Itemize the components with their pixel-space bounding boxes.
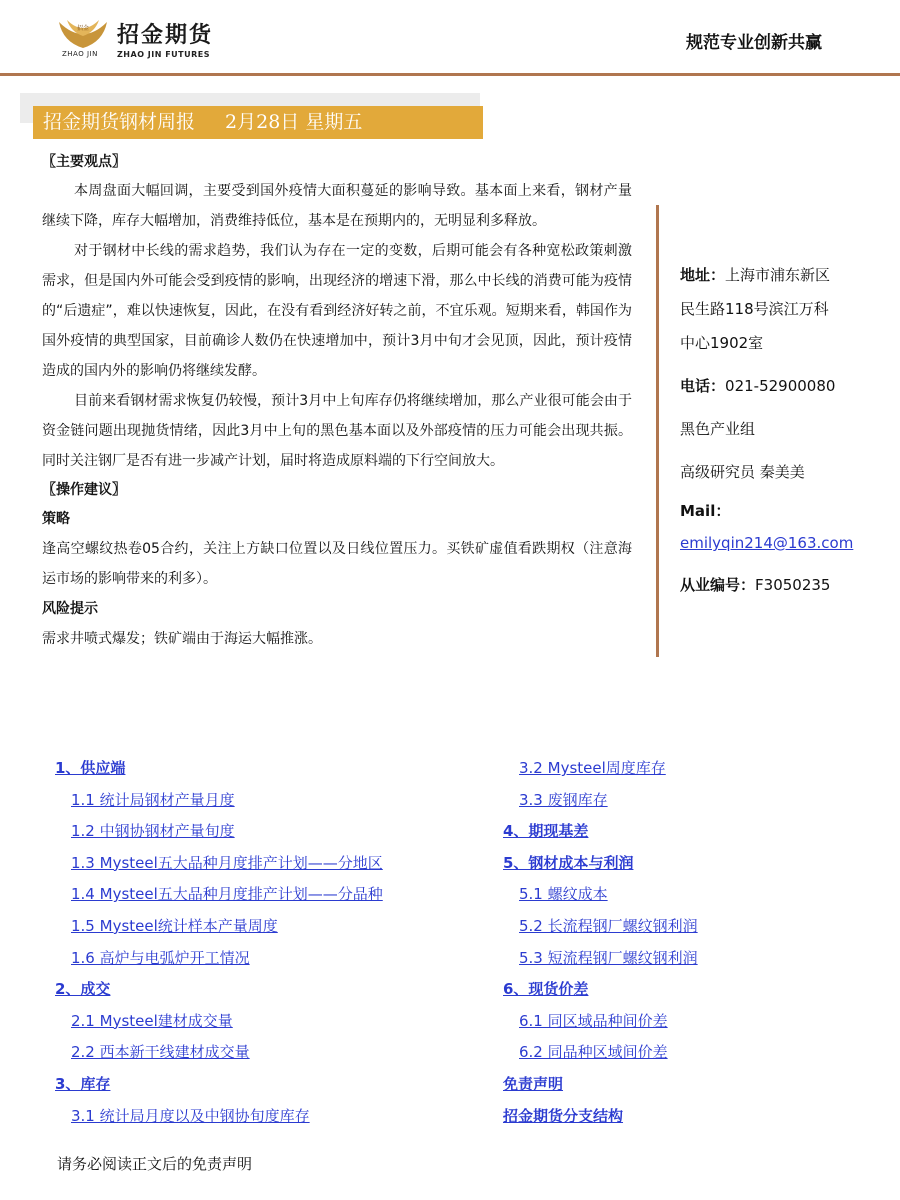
research-group: 黑色产业组 xyxy=(680,420,756,438)
gold-ingot-logo-icon xyxy=(57,16,109,50)
license-colon: ： xyxy=(740,576,756,594)
risk-text: 需求井喷式爆发；铁矿端由于海运大幅推涨。 xyxy=(42,631,322,647)
logo-pinyin-short: ZHAO JIN xyxy=(62,50,98,58)
toc-link-cost-profit[interactable]: 5、钢材成本与利润 xyxy=(503,853,634,872)
disclaimer-notice: 请务必阅读正文后的免责声明 xyxy=(57,1155,253,1173)
toc-link-1-6[interactable]: 1.6 高炉与电弧炉开工情况 xyxy=(71,948,250,967)
key-points-heading: 〖主要观点〗 xyxy=(42,154,126,170)
toc-link-5-3[interactable]: 5.3 短流程钢厂螺纹钢利润 xyxy=(519,948,698,967)
toc-link-1-3[interactable]: 1.3 Mysteel五大品种月度排产计划——分地区 xyxy=(71,853,383,872)
toc-link-6-1[interactable]: 6.1 同区域品种间价差 xyxy=(519,1011,668,1030)
company-slogan: 规范专业创新共赢 xyxy=(686,33,822,53)
license-number: F3050235 xyxy=(755,576,831,594)
toc-link-3-3[interactable]: 3.3 废钢库存 xyxy=(519,790,608,809)
main-commentary xyxy=(42,148,632,654)
key-points-paragraph-3: 目前来看钢材需求恢复仍较慢，预计3月中上旬库存仍将继续增加，那么产业很可能会由于资金链问题出现抛货情绪，因此3月中上旬的黑色基本面以及外部疫情的压力可能会出现共振。同时关注钢厂是否有进一步减产计划，届时将造成原料端的下行空间放大。 xyxy=(42,393,632,469)
toc-link-1-2[interactable]: 1.2 中钢协钢材产量旬度 xyxy=(71,822,235,841)
phone-colon: ： xyxy=(710,377,726,395)
strategy-text: 逢高空螺纹热卷05合约，关注上方缺口位置以及日线位置压力。买铁矿虚值看跌期权（注意海运市场的影响带来的利多）。 xyxy=(42,541,632,587)
toc-left-column xyxy=(55,753,475,1132)
toc-link-1-5[interactable]: 1.5 Mysteel统计样本产量周度 xyxy=(71,916,278,935)
key-points-paragraph-2: 对于钢材中长线的需求趋势，我们认为存在一定的变数，后期可能会有各种宽松政策刺激需求，但是国内外可能会受到疫情的影响，出现经济的增速下滑，那么中长线的消费可能为疫情的“后遗症”，难以快速恢复，因此，在没有看到经济好转之前，不宜乐观。短期来看，韩国作为国外疫情的典型国家，目前确诊人数仍在快速增加中，预计3月中旬才会见顶，因此，预计疫情造成的国内外的影响仍将继续发酵。 xyxy=(42,243,632,379)
toc-link-inventory[interactable]: 3、库存 xyxy=(55,1074,111,1093)
company-logo xyxy=(55,14,255,62)
report-title-banner xyxy=(33,106,483,139)
contact-panel xyxy=(680,258,885,602)
toc-link-supply[interactable]: 1、供应端 xyxy=(55,759,126,777)
toc-link-3-2[interactable]: 3.2 Mysteel周度库存 xyxy=(519,759,666,777)
toc-link-2-2[interactable]: 2.2 西本新干线建材成交量 xyxy=(71,1043,250,1062)
toc-link-basis[interactable]: 4、期现基差 xyxy=(503,822,589,841)
toc-link-branches[interactable]: 招金期货分支结构 xyxy=(503,1106,624,1125)
toc-link-5-2[interactable]: 5.2 长流程钢厂螺纹钢利润 xyxy=(519,916,698,935)
address-line-2: 民生路118号滨江万科 xyxy=(680,300,829,318)
strategy-heading: 策略 xyxy=(42,511,70,527)
phone-row xyxy=(680,369,885,403)
report-title: 招金期货钢材周报 xyxy=(43,111,196,133)
toc-link-6-2[interactable]: 6.2 同品种区域间价差 xyxy=(519,1043,668,1062)
address-label: 地址 xyxy=(680,266,711,284)
toc-link-1-1[interactable]: 1.1 统计局钢材产量月度 xyxy=(71,790,235,809)
sidebar-divider xyxy=(656,205,659,657)
address-colon: ： xyxy=(710,266,726,284)
report-date: 2月28日 星期五 xyxy=(225,111,363,133)
mail-label: Mail xyxy=(680,502,716,520)
toc-link-disclaimer[interactable]: 免责声明 xyxy=(503,1074,564,1093)
toc-right-column xyxy=(503,753,893,1132)
toc-link-2-1[interactable]: 2.1 Mysteel建材成交量 xyxy=(71,1011,233,1030)
operation-heading: 〖操作建议〗 xyxy=(42,482,126,498)
address-line-3: 中心1902室 xyxy=(680,334,764,352)
address-line-1: 上海市浦东新区 xyxy=(725,266,831,284)
logo-company-name: 招金期货 xyxy=(117,23,214,48)
license-row xyxy=(680,568,885,602)
mail-colon: ： xyxy=(715,502,731,520)
phone-number: 021-52900080 xyxy=(725,377,836,395)
toc-link-5-1[interactable]: 5.1 螺纹成本 xyxy=(519,885,608,904)
toc-link-spot-spread[interactable]: 6、现货价差 xyxy=(503,980,589,999)
toc-link-3-1[interactable]: 3.1 统计局月度以及中钢协旬度库存 xyxy=(71,1106,310,1125)
license-label: 从业编号 xyxy=(680,576,741,594)
researcher-name: 高级研究员 秦美美 xyxy=(680,463,805,481)
header-divider xyxy=(0,73,900,76)
address-block xyxy=(680,258,885,360)
toc-link-transactions[interactable]: 2、成交 xyxy=(55,980,111,999)
toc-link-1-4[interactable]: 1.4 Mysteel五大品种月度排产计划——分品种 xyxy=(71,885,383,904)
logo-english-name: ZHAO JIN FUTURES xyxy=(117,50,211,59)
key-points-paragraph-1: 本周盘面大幅回调，主要受到国外疫情大面积蔓延的影响导致。基本面上来看，钢材产量继续下降，库存大幅增加，消费维持低位，基本是在预期内的，无明显利多释放。 xyxy=(42,183,632,229)
phone-label: 电话 xyxy=(680,377,711,395)
logo-emblem-text: 招金 xyxy=(76,25,90,32)
mail-link[interactable]: emilyqin214@163.com xyxy=(680,534,854,552)
risk-heading: 风险提示 xyxy=(42,601,98,617)
mail-row xyxy=(680,496,885,526)
